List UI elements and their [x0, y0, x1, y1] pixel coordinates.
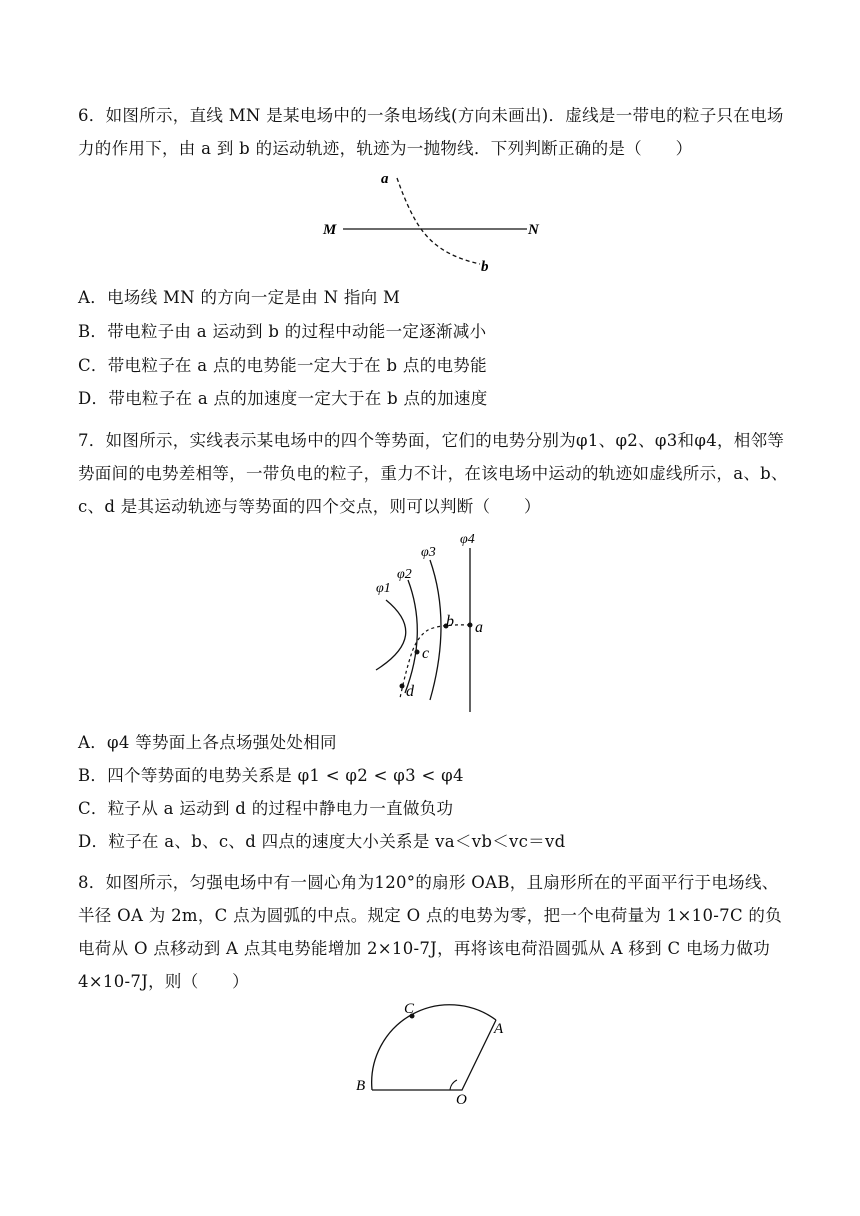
- label-a: A: [494, 1021, 504, 1037]
- angle-mark: [450, 1080, 457, 1090]
- label-phi3: φ3: [421, 545, 436, 560]
- label-phi4: φ4: [460, 532, 475, 547]
- q8-stem: 8．如图所示，匀强电场中有一圆心角为120°的扇形 OAB，且扇形所在的平面平行于电场线、半径 OA 为 2m，C 点为圆弧的中点。规定 O 点的电势为零，把一个电荷量为 1×10-7C 的负电荷从 O 点移动到 A 点其电势能增加 2×10-7J，再将该电荷沿圆弧从 A 移到 C 电场力做功 4×10-7J，则（ ）: [78, 873, 783, 991]
- sector-arc: [372, 1005, 496, 1090]
- label-phi2: φ2: [397, 567, 412, 582]
- label-d: d: [406, 683, 414, 700]
- q7-figure: [360, 528, 510, 718]
- q8-figure: [350, 998, 520, 1108]
- q6-stem: 6．如图所示，直线 MN 是某电场中的一条电场线(方向未画出)．虚线是一带电的粒子只在电场力的作用下，由 a 到 b 的运动轨迹，轨迹为一抛物线．下列判断正确的是（ ）: [78, 106, 784, 158]
- equipotential-phi1: [376, 600, 406, 670]
- equipotential-phi2: [405, 580, 417, 693]
- q6-figure: [315, 168, 555, 278]
- label-phi1: φ1: [376, 581, 391, 596]
- label-a: a: [381, 171, 389, 187]
- label-b: B: [356, 1078, 366, 1094]
- trajectory-ab: [397, 178, 480, 264]
- q7-stem: 7．如图所示，实线表示某电场中的四个等势面，它们的电势分别为φ1、φ2、φ3和φ4，相邻等势面间的电势差相等，一带负电的粒子，重力不计，在该电场中运动的轨迹如虚线所示，a、b、c、d 是其运动轨迹与等势面的四个交点，则可以判断（ ）: [78, 431, 788, 516]
- q6-option-b: B．带电粒子由 a 运动到 b 的过程中动能一定逐渐减小: [78, 322, 487, 341]
- q7-option-a: A．φ4 等势面上各点场强处处相同: [78, 733, 337, 752]
- q6-option-d: D．带电粒子在 a 点的加速度一定大于在 b 点的加速度: [78, 389, 488, 408]
- label-b: b: [481, 259, 489, 275]
- point-d: [400, 684, 405, 689]
- point-c: [415, 650, 420, 655]
- label-m: M: [323, 222, 337, 238]
- label-o: O: [456, 1092, 467, 1108]
- q6-option-c: C．带电粒子在 a 点的电势能一定大于在 b 点的电势能: [78, 356, 487, 375]
- label-n: N: [528, 222, 539, 238]
- sector-radii: [372, 1020, 496, 1090]
- equipotential-phi3: [430, 560, 441, 700]
- q7-option-d: D．粒子在 a、b、c、d 四点的速度大小关系是 va＜vb＜vc＝vd: [78, 832, 566, 851]
- label-b: b: [446, 613, 454, 630]
- point-a: [468, 623, 473, 628]
- q7-option-b: B．四个等势面的电势关系是 φ1 < φ2 < φ3 < φ4: [78, 766, 464, 785]
- label-a: a: [475, 619, 483, 636]
- label-c: C: [404, 1001, 415, 1017]
- q7-option-c: C．粒子从 a 运动到 d 的过程中静电力一直做负功: [78, 799, 454, 818]
- label-c: c: [422, 645, 430, 662]
- q6-option-a: A．电场线 MN 的方向一定是由 N 指向 M: [78, 288, 401, 307]
